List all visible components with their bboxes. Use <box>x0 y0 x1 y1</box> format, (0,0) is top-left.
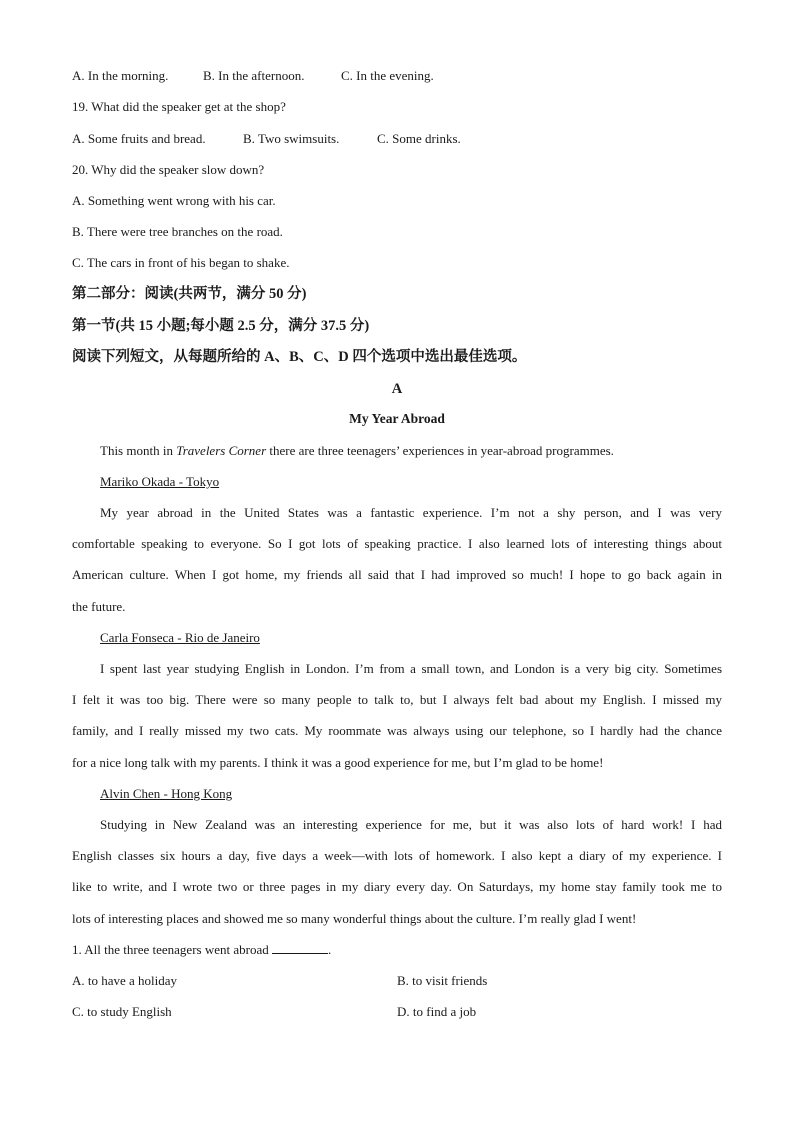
answer-blank <box>272 941 328 954</box>
q1-option-a: A. to have a holiday <box>72 973 178 988</box>
question-1-stem: 1. All the three teenagers went abroad . <box>72 942 332 957</box>
passage-letter: A <box>391 381 403 397</box>
q19-option-b: B. Two swimsuits. <box>243 131 340 146</box>
q1-option-c: C. to study English <box>72 1004 172 1019</box>
paragraph-3-line: English classes six hours a day, five days a week—with lots of homework. I also kept a diary of my experience. I <box>72 848 722 863</box>
paragraph-2-line: I felt it was too big. There were so many people to talk to, but I always felt bad about my English. I missed my <box>72 692 722 707</box>
writer-1-name: Mariko Okada - Tokyo <box>100 474 220 489</box>
paragraph-1-line: American culture. When I got home, my friends all said that I had improved so much! I hope to go back again in <box>72 567 722 582</box>
column-name: Travelers Corner <box>176 443 267 458</box>
paragraph-3-line: like to write, and I wrote two or three pages in my diary every day. On Saturdays, my home stay family took me to <box>72 879 722 894</box>
reading-instruction: 阅读下列短文，从每题所给的 A、B、C、D 四个选项中选出最佳选项。 <box>72 349 527 365</box>
q19-stem: 19. What did the speaker get at the shop? <box>72 99 286 114</box>
q20-option-a: A. Something went wrong with his car. <box>72 193 276 208</box>
q18-option-a: A. In the morning. <box>72 68 169 83</box>
passage-title: My Year Abroad <box>349 411 445 426</box>
paragraph-1-line: My year abroad in the United States was a fantastic experience. I’m not a shy person, and I was very <box>100 505 722 520</box>
q18-option-c: C. In the evening. <box>341 68 434 83</box>
paragraph-2-line: family, and I really missed my two cats. My roommate was always using our telephone, so I hardly had the chance <box>72 723 722 738</box>
q20-option-c: C. The cars in front of his began to shake. <box>72 255 290 270</box>
question-1-options-row-1 <box>72 972 722 990</box>
writer-2-name: Carla Fonseca - Rio de Janeiro <box>100 630 260 645</box>
part2-heading: 第二部分：阅读(共两节，满分 50 分) <box>72 286 307 302</box>
q19-option-a: A. Some fruits and bread. <box>72 131 206 146</box>
question-1-options-row-2 <box>72 1003 722 1021</box>
q20-option-b: B. There were tree branches on the road. <box>72 224 283 239</box>
q20-stem: 20. Why did the speaker slow down? <box>72 162 265 177</box>
paragraph-1-line: comfortable speaking to everyone. So I got lots of speaking practice. I also learned lots of interesting things about <box>72 536 722 551</box>
q19-options <box>72 130 722 148</box>
q19-option-c: C. Some drinks. <box>377 131 461 146</box>
passage-intro: This month in Travelers Corner there are three teenagers’ experiences in year-abroad programmes. <box>100 443 614 458</box>
q1-option-b: B. to visit friends <box>397 973 488 988</box>
q1-option-d: D. to find a job <box>397 1004 477 1019</box>
paragraph-3-line: lots of interesting places and showed me so many wonderful things about the culture. I’m really glad I went! <box>72 911 637 926</box>
part2-section1-heading: 第一节(共 15 小题;每小题 2.5 分，满分 37.5 分) <box>72 318 370 334</box>
paragraph-2-line: for a nice long talk with my parents. I think it was a good experience for me, but I’m glad to be home! <box>72 755 604 770</box>
paragraph-3-line: Studying in New Zealand was an interesting experience for me, but it was also lots of hard work! I had <box>100 817 722 832</box>
q18-options <box>72 67 722 85</box>
paragraph-1-line: the future. <box>72 599 126 614</box>
paragraph-2-line: I spent last year studying English in London. I’m from a small town, and London is a very big city. Sometimes <box>100 661 722 676</box>
q18-option-b: B. In the afternoon. <box>203 68 305 83</box>
writer-3-name: Alvin Chen - Hong Kong <box>100 786 233 801</box>
